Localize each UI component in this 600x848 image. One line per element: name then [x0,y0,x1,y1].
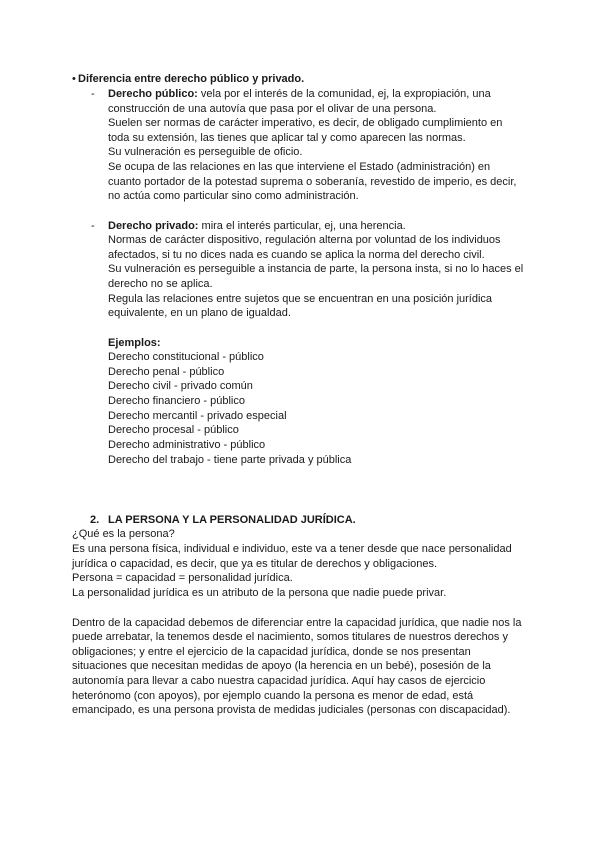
section-number: 2. [90,514,100,526]
publico-line-2: Suelen ser normas de carácter imperativo, es decir, de obligado cumplimiento en [108,117,503,129]
privado-first-line [108,219,406,234]
privado-term: Derecho privado: [108,220,199,232]
privado-line-1: Normas de carácter dispositivo, regulación alterna por voluntad de los individuos [108,234,501,246]
publico-line-5: Se ocupa de las relaciones en las que interviene el Estado (administración) en [108,161,491,173]
privado-line-5: Regula las relaciones entre sujetos que se encuentran en una posición jurídica [108,293,493,305]
ejemplo-item: Derecho del trabajo - tiene parte privada y pública [108,454,352,466]
privado-line-3: Su vulneración es perseguible a instancia de parte, la persona insta, si no lo haces el [108,263,524,275]
para1-line: La personalidad jurídica es un atributo de la persona que nadie puede privar. [72,587,447,599]
publico-line-3: toda su extensión, las tienes que aplicar tal y como aparecen las normas. [108,132,466,144]
para2-line: Dentro de la capacidad debemos de diferenciar entre la capacidad jurídica, que nadie nos la [72,617,522,629]
ejemplo-item: Derecho mercantil - privado especial [108,410,287,422]
ejemplo-item: Derecho financiero - público [108,395,245,407]
publico-line-6: cuanto portador de la potestad suprema o soberanía, revestido de imperio, es decir, [108,176,517,188]
para2-line: heterónomo (con apoyos), por ejemplo cuando la persona es menor de edad, está [72,690,474,702]
section-heading-2: LA PERSONA Y LA PERSONALIDAD JURÍDICA. [108,514,356,526]
para1-line: Persona = capacidad = personalidad jurídica. [72,572,293,584]
privado-line-2: afectados, si tu no dices nada es cuando se aplica la norma del derecho civil. [108,249,485,261]
ejemplo-item: Derecho civil - privado común [108,380,253,392]
publico-line-1: construcción de una autovía que pasa por el olivar de una persona. [108,103,437,115]
bullet-marker: • [72,73,76,85]
ejemplos-title: Ejemplos: [108,337,161,349]
publico-line-4: Su vulneración es perseguible de oficio. [108,146,303,158]
list-dash: - [91,220,95,232]
privado-line-4: derecho no se aplica. [108,278,213,290]
privado-line-6: equivalente, en un plano de igualdad. [108,307,291,319]
ejemplo-item: Derecho administrativo - público [108,439,266,451]
para2-line: autonomía para llevar a cabo nuestra capacidad jurídica. Aquí hay casos de ejercicio [72,675,486,687]
para2-line: emancipado, es una persona provista de medidas judiciales (personas con discapacidad). [72,704,511,716]
publico-first-line [108,87,491,102]
para2-line: obligaciones; y entre el ejercicio de la capacidad jurídica, donde se nos presentan [72,646,471,658]
ejemplo-item: Derecho constitucional - público [108,351,264,363]
ejemplo-item: Derecho procesal - público [108,424,239,436]
publico-term: Derecho público: [108,88,198,100]
para1-line: Es una persona física, individual e individuo, este va a tener desde que nace personalidad [72,543,512,555]
para2-line: situaciones que necesitan medidas de apoyo (la herencia en un bebé), posesión de la [72,660,491,672]
section-heading: Diferencia entre derecho público y privado. [78,73,305,85]
ejemplo-item: Derecho penal - público [108,366,225,378]
para2-line: puede arrebatar, la tenemos desde el nacimiento, somos titulares de nuestros derechos y [72,631,508,643]
privado-line-0: mira el interés particular, ej, una herencia. [198,220,406,232]
list-dash: - [91,88,95,100]
para1-line: ¿Qué es la persona? [72,528,175,540]
publico-line-0: vela por el interés de la comunidad, ej, la expropiación, una [197,88,491,100]
publico-line-7: no actúa como particular sino como administración. [108,190,359,202]
para1-line: jurídica o capacidad, es decir, que ya es titular de derechos y obligaciones. [72,558,438,570]
